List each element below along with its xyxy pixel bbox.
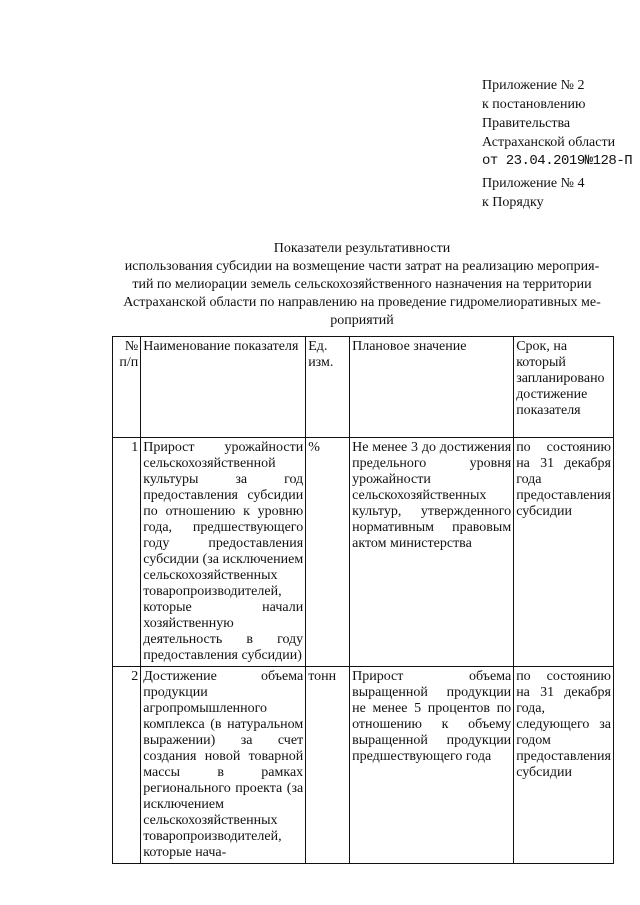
- annex-line: к Порядку: [482, 195, 544, 210]
- cell-indicator-name: Достижение объема продукции агропромышленного комплекса (в натуральном выражении) за счет создания новой товарной массы в рамках регионального проекта (за исключением сельскохозяйственных товаропроизводителей, которые нача-: [141, 667, 306, 864]
- heading-line: Показатели результативности: [273, 241, 451, 256]
- cell-unit: %: [306, 438, 350, 667]
- table-row: [113, 438, 614, 667]
- cell-planned-value: Прирост объема выращенной продукции не менее 5 процентов по отношению к объему выращенной продукции предшествующего года: [350, 667, 514, 864]
- header-planned-value: Плановое значение: [350, 337, 514, 438]
- indicators-table: [112, 336, 614, 864]
- annex-2-reference: [482, 76, 632, 171]
- heading-line: роприятий: [330, 313, 394, 328]
- cell-deadline: по состоянию на 31 декабря года предоставления субсидии: [514, 438, 614, 667]
- table-header-row: [113, 337, 614, 438]
- cell-unit: тонн: [306, 667, 350, 864]
- annex-line: Правительства: [482, 116, 571, 131]
- annex-date-number: от 23.04.2019№128-П: [482, 153, 633, 169]
- header-deadline: Срок, на который запланировано достижение показателя: [514, 337, 614, 438]
- cell-number: 2: [113, 667, 141, 864]
- cell-indicator-name: Прирост урожайности сельскохозяйственной культуры за год предоставления субсидии по отношению к уровню года, предшествующего году предоставления субсидии (за исключением сельскохозяйственных товаропроизводителей, которые начали хозяйственную деятельность в году предоставления субсидии): [141, 438, 306, 667]
- table-row: [113, 667, 614, 864]
- cell-deadline: по состоянию на 31 декабря года, следующего за годом предоставления субсидии: [514, 667, 614, 864]
- cell-planned-value: Не менее 3 до достижения предельного уровня урожайности сельскохозяйственных культур, утвержденного нормативным правовым актом министерства: [350, 438, 514, 667]
- document-heading: [108, 240, 616, 330]
- annex-line: Астраханской области: [482, 135, 616, 150]
- annex-4-reference: [482, 174, 585, 212]
- header-unit: Ед. изм.: [306, 337, 350, 438]
- cell-number: 1: [113, 438, 141, 667]
- annex-line: Приложение № 4: [482, 176, 585, 191]
- heading-line: Астраханской области по направлению на проведение гидромелиоративных ме-: [123, 295, 601, 310]
- heading-line: тий по мелиорации земель сельскохозяйственного назначения на территории: [132, 277, 592, 292]
- annex-line: к постановлению: [482, 97, 586, 112]
- header-number: № п/п: [113, 337, 141, 438]
- heading-line: использования субсидии на возмещение части затрат на реализацию мероприя-: [124, 259, 600, 274]
- header-indicator-name: Наименование показателя: [141, 337, 306, 438]
- annex-line: Приложение № 2: [482, 78, 585, 93]
